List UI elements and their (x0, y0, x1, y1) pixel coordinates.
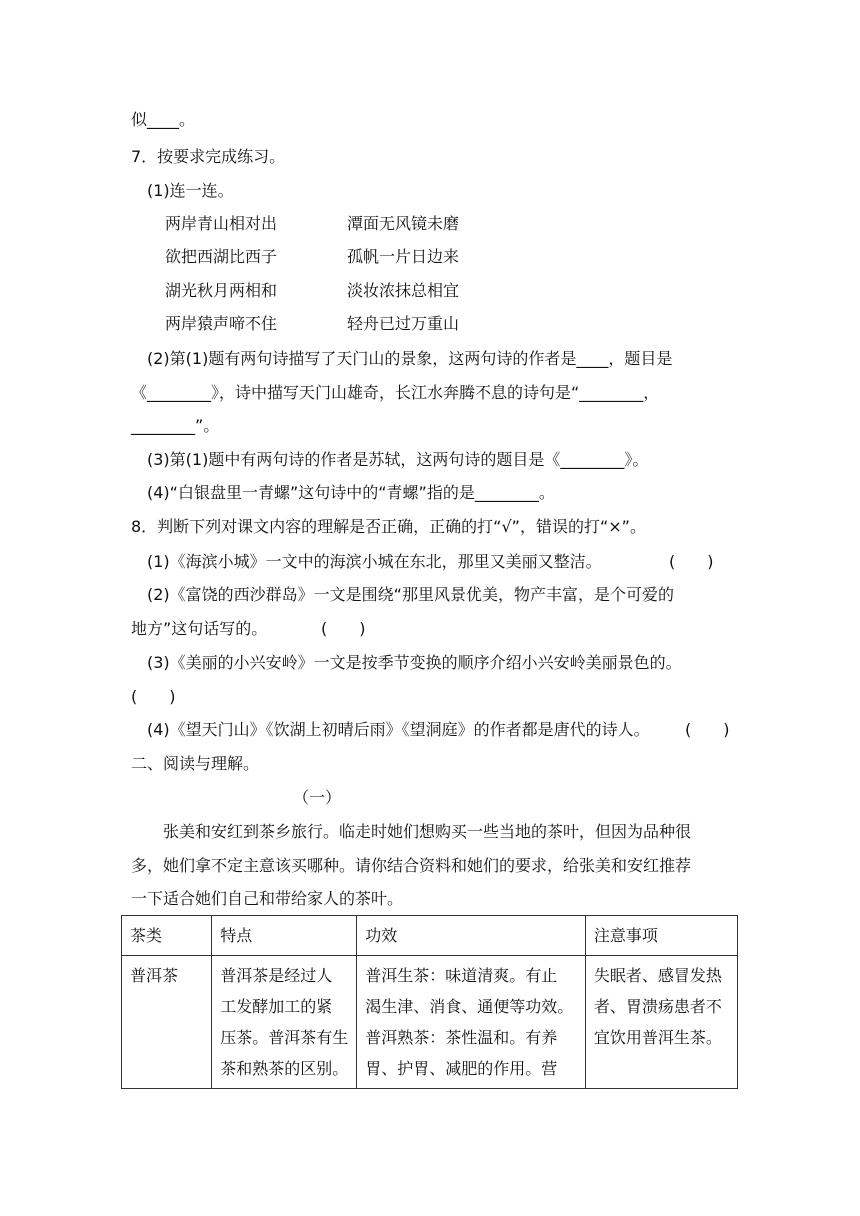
question-7-sub-4: (4)“白银盘里一青螺”这句诗中的“青螺”指的是________。 (147, 483, 555, 502)
reading-intro-line-2: 多，她们拿不定主意该买哪种。请你结合资料和她们的要求，给张美和安红推荐 (131, 856, 692, 875)
question-7-sub-2-line-2: 《________》，诗中描写天门山雄奇，长江水奔腾不息的诗句是“________， (131, 383, 660, 402)
previous-question-fragment: 似____。 (131, 110, 196, 129)
answer-paren[interactable]: ( ) (685, 720, 730, 739)
question-8-title: 8．判断下列对课文内容的理解是否正确，正确的打“√”，错误的打“×”。 (131, 517, 646, 536)
reading-intro-line-3: 一下适合她们自己和带给家人的茶叶。 (131, 889, 404, 908)
answer-paren[interactable]: ( ) (131, 687, 176, 706)
answer-paren[interactable]: ( ) (669, 552, 714, 571)
cell-effects: 普洱生茶：味道清爽。有止 渴生津、消食、通便等功效。 普洱熟茶：茶性温和。有养 胃、护胃、减肥的作用。营 (357, 956, 586, 1089)
match-left-item[interactable]: 湖光秋月两相和 (165, 281, 278, 300)
answer-paren[interactable]: ( ) (321, 619, 366, 638)
reading-intro-line-1: 张美和安红到茶乡旅行。临走时她们想购买一些当地的茶叶，但因为品种很 (163, 822, 692, 841)
table-header-notes: 注意事项 (585, 916, 737, 956)
question-7-sub-1: (1)连一连。 (147, 181, 234, 200)
table-header-tea-type: 茶类 (122, 916, 212, 956)
question-8-item-2-line-2: 地方”这句话写的。 (131, 619, 268, 638)
match-left-item[interactable]: 欲把西湖比西子 (165, 247, 278, 266)
reading-part-label: （一） (293, 788, 342, 807)
table-row (122, 956, 738, 1089)
question-7-sub-3: (3)第(1)题中有两句诗的作者是苏轼，这两句诗的题目是《________》。 (147, 450, 649, 469)
cell-tea-type: 普洱茶 (122, 956, 212, 1089)
table-header-row (122, 916, 738, 956)
match-left-item[interactable]: 两岸猿声啼不住 (165, 314, 278, 333)
match-right-item[interactable]: 淡妆浓抹总相宜 (347, 281, 460, 300)
table-header-effects: 功效 (357, 916, 586, 956)
match-right-item[interactable]: 轻舟已过万重山 (347, 314, 460, 333)
question-7-title: 7．按要求完成练习。 (131, 147, 286, 166)
question-8-item-1: (1)《海滨小城》一文中的海滨小城在东北，那里又美丽又整洁。 (147, 552, 602, 571)
section-2-title: 二、阅读与理解。 (131, 754, 260, 773)
match-left-item[interactable]: 两岸青山相对出 (165, 214, 278, 233)
question-8-item-4: (4)《望天门山》《饮湖上初晴后雨》《望洞庭》的作者都是唐代的诗人。 (147, 720, 650, 739)
question-8-item-2-line-1: (2)《富饶的西沙群岛》一文是围绕“那里风景优美，物产丰富，是个可爱的 (147, 585, 674, 604)
question-7-sub-2-line-1: (2)第(1)题有两句诗描写了天门山的景象，这两句诗的作者是____，题目是 (147, 349, 673, 368)
match-right-item[interactable]: 潭面无风镜未磨 (347, 214, 460, 233)
cell-features: 普洱茶是经过人 工发酵加工的紧 压茶。普洱茶有生 茶和熟茶的区别。 (212, 956, 357, 1089)
question-7-sub-2-line-3: ________”。 (131, 416, 220, 435)
question-8-item-3: (3)《美丽的小兴安岭》一文是按季节变换的顺序介绍小兴安岭美丽景色的。 (147, 653, 682, 672)
cell-notes: 失眠者、感冒发热 者、胃溃疡患者不 宜饮用普洱生茶。 (585, 956, 737, 1089)
tea-table (121, 915, 738, 1089)
table-header-features: 特点 (212, 916, 357, 956)
match-right-item[interactable]: 孤帆一片日边来 (347, 247, 460, 266)
